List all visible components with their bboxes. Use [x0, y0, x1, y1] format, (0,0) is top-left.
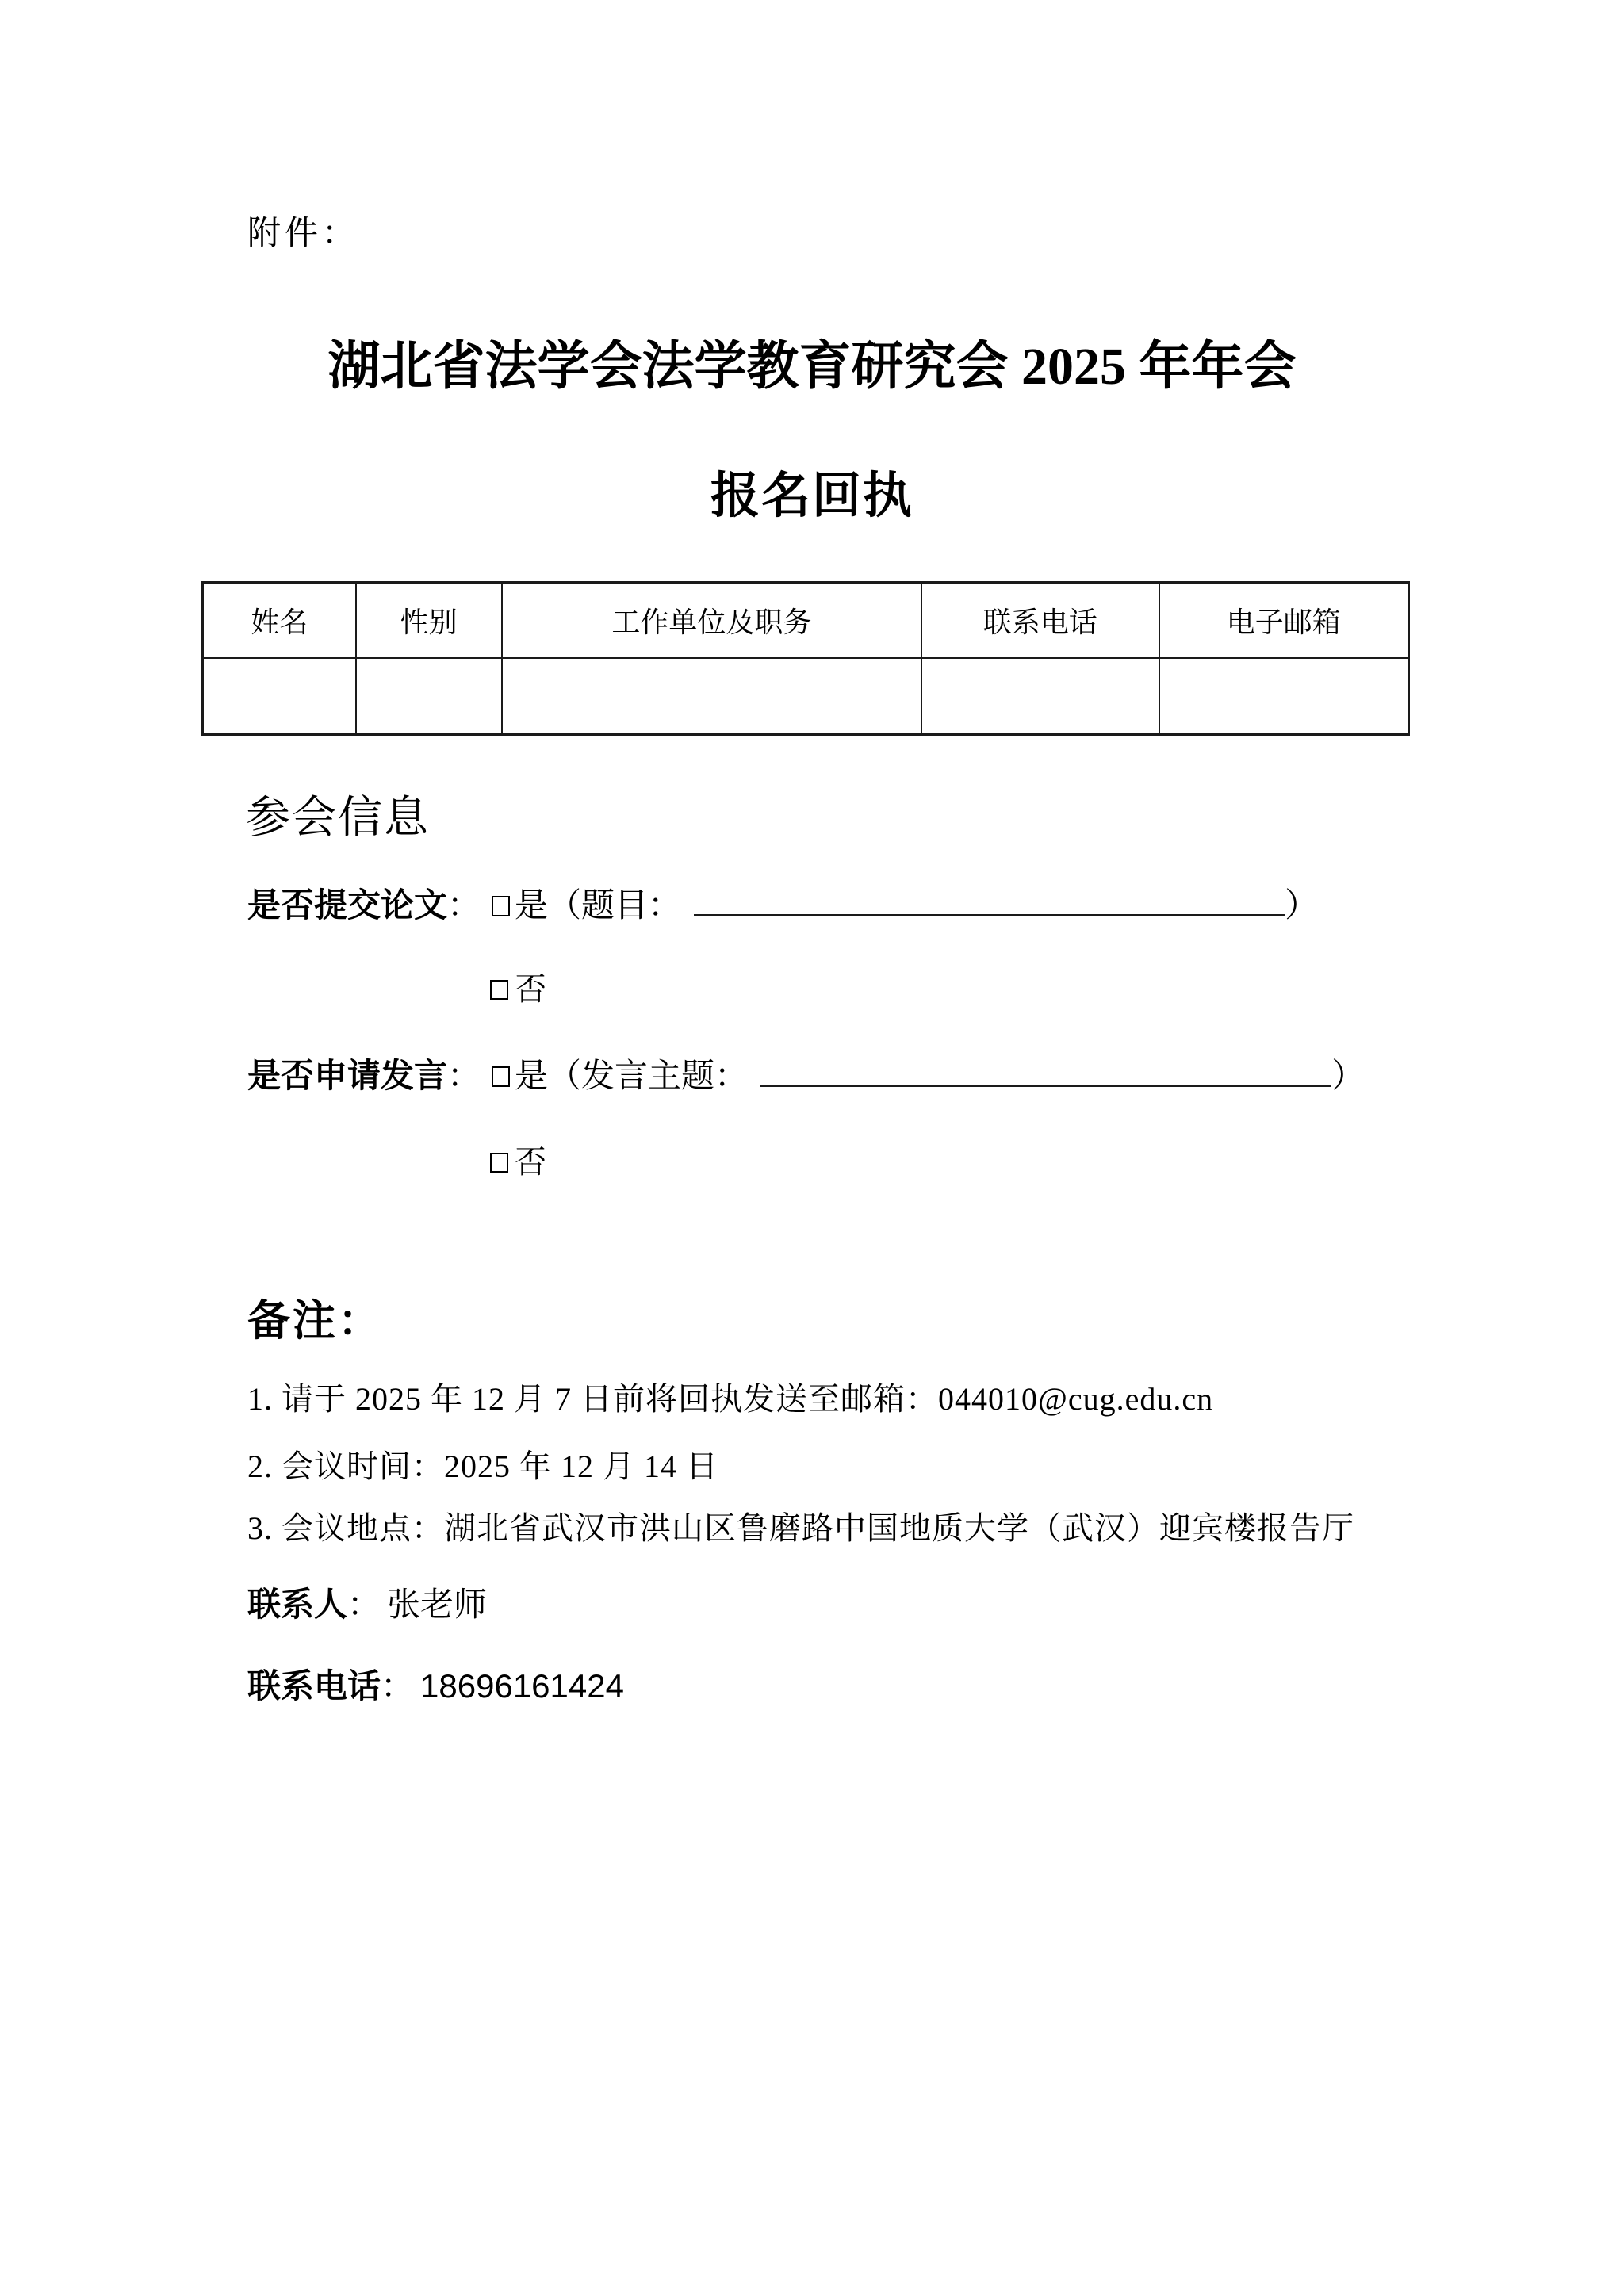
paper-question-label: 是否提交论文	[247, 886, 448, 924]
cell-workunit-input[interactable]	[502, 658, 921, 735]
participation-section-heading: 参会信息	[246, 792, 430, 842]
contact-phone-line	[247, 1667, 624, 1705]
speech-question-label: 是否申请发言	[247, 1057, 448, 1094]
contact-phone-colon: ：	[381, 1667, 415, 1705]
checkbox-paper-yes[interactable]	[492, 896, 510, 916]
contact-person-colon: ：	[347, 1586, 381, 1623]
contact-phone-value: 18696161424	[420, 1667, 624, 1705]
checkbox-speech-yes[interactable]	[492, 1066, 510, 1087]
speech-question-line	[247, 1057, 1365, 1096]
speech-no-label: 否	[515, 1144, 546, 1180]
paper-title-prefix: （题目：	[548, 888, 682, 924]
registration-table	[201, 581, 1410, 736]
header-email: 电子邮箱	[1159, 583, 1409, 659]
contact-person-value: 张老师	[387, 1586, 488, 1623]
document-title-line1: 湖北省法学会法学教育研究会 2025 年年会	[327, 338, 1297, 396]
header-name: 姓名	[203, 583, 356, 659]
contact-phone-label: 联系电话	[247, 1667, 381, 1705]
speech-question-colon: ：	[447, 1058, 481, 1095]
cell-email-input[interactable]	[1159, 658, 1409, 735]
paper-no-label: 否	[515, 971, 546, 1007]
cell-gender-input[interactable]	[356, 658, 502, 735]
header-phone: 联系电话	[921, 583, 1159, 659]
document-title-line2: 报名回执	[710, 469, 914, 523]
header-workunit: 工作单位及职务	[502, 583, 921, 659]
registration-table-header-row	[203, 583, 1409, 659]
notes-section-heading: 备注：	[247, 1297, 383, 1345]
cell-phone-input[interactable]	[921, 658, 1159, 735]
header-gender: 性别	[356, 583, 502, 659]
speech-paren-close: ）	[1331, 1058, 1365, 1095]
attachment-label: 附件：	[247, 216, 360, 252]
contact-person-line	[247, 1586, 487, 1623]
registration-table-blank-row	[203, 658, 1409, 735]
paper-question-colon: ：	[447, 888, 481, 924]
checkbox-paper-no[interactable]	[490, 980, 508, 1000]
speech-no-option	[490, 1145, 546, 1181]
paper-no-option	[490, 972, 546, 1008]
cell-name-input[interactable]	[203, 658, 356, 735]
note-item-meeting-location: 3. 会议地点：湖北省武汉市洪山区鲁磨路中国地质大学（武汉）迎宾楼报告厅	[247, 1510, 1354, 1546]
paper-question-line	[247, 886, 1318, 925]
paper-paren-close: ）	[1285, 888, 1319, 924]
contact-person-label: 联系人	[247, 1586, 348, 1623]
note-item-meeting-time: 2. 会议时间：2025 年 12 月 14 日	[247, 1448, 718, 1484]
paper-title-blank-field[interactable]	[694, 909, 1285, 916]
speech-yes-label: 是	[515, 1058, 549, 1095]
speech-topic-blank-field[interactable]	[760, 1080, 1331, 1087]
checkbox-speech-no[interactable]	[490, 1153, 508, 1173]
speech-topic-prefix: （发言主题：	[548, 1058, 749, 1095]
paper-yes-label: 是	[515, 888, 549, 924]
note-item-deadline: 1. 请于 2025 年 12 月 7 日前将回执发送至邮箱：044010@cug.edu.cn	[247, 1381, 1214, 1417]
